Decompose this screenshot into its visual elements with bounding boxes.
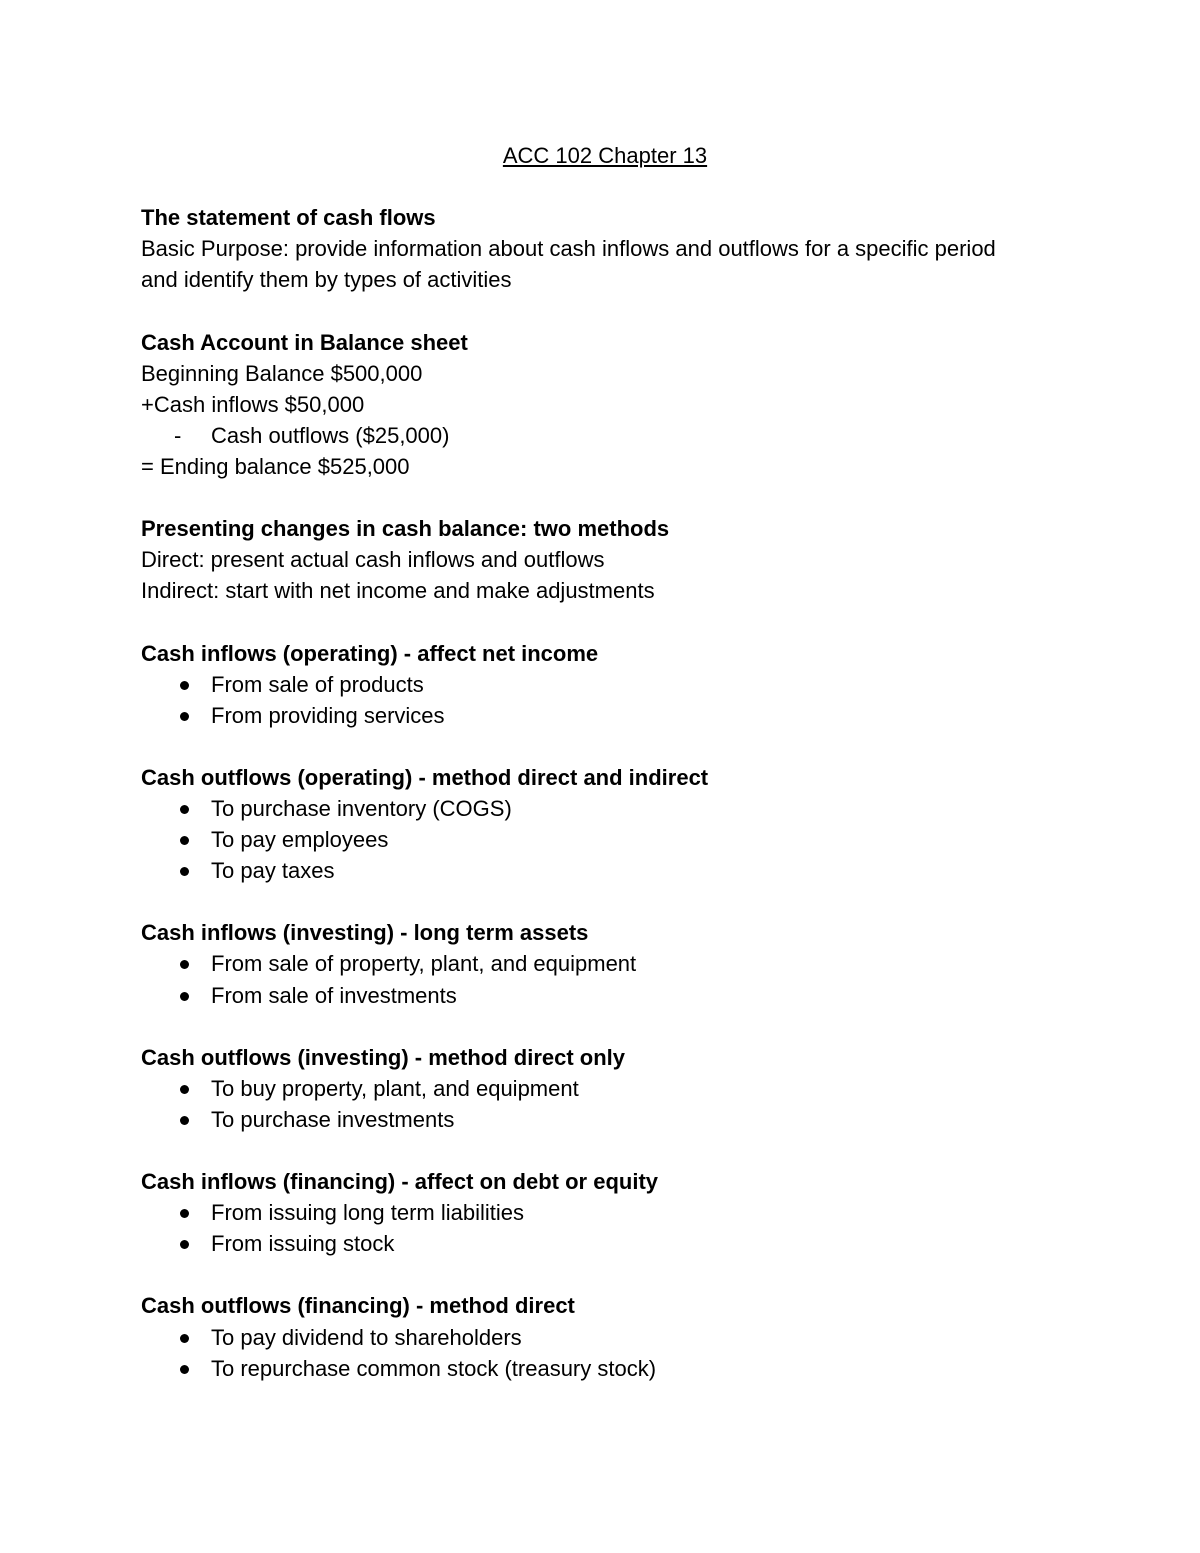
list-item [141, 1197, 1071, 1228]
list-item [141, 948, 1071, 979]
list-item-text: To pay employees [211, 827, 389, 853]
cash-outflows-line: Cash outflows ($25,000) [211, 422, 450, 448]
ending-balance: = Ending balance $525,000 [141, 453, 410, 479]
section-heading: Cash inflows (financing) - affect on debt or equity [141, 1169, 659, 1195]
spacer [141, 482, 1071, 513]
bullet-list [141, 793, 1071, 886]
purpose-line-1: Basic Purpose: provide information about cash inflows and outflows for a specific period [141, 236, 996, 262]
section-heading: Cash inflows (operating) - affect net income [141, 640, 599, 666]
list-item [141, 1104, 1071, 1135]
spacer [141, 295, 1071, 326]
list-item-text: From sale of products [211, 671, 424, 697]
list-item [141, 700, 1071, 731]
list-item [141, 669, 1071, 700]
page-title: ACC 102 Chapter 13 [502, 143, 708, 168]
list-item [141, 824, 1071, 855]
list-item-text: To purchase inventory (COGS) [211, 795, 512, 821]
bullet-icon [141, 1073, 211, 1104]
list-item-text: To pay taxes [211, 858, 335, 884]
list-item-text: To buy property, plant, and equipment [211, 1075, 579, 1101]
bullet-icon [141, 1322, 211, 1353]
bullet-icon [141, 1353, 211, 1384]
section-heading: Cash outflows (financing) - method direct [141, 1293, 575, 1319]
list-item [141, 1353, 1071, 1384]
spacer [141, 171, 1071, 202]
spacer [141, 606, 1071, 637]
dash-marker: - [174, 422, 182, 448]
bullet-icon [141, 1228, 211, 1259]
bullet-list [141, 1322, 1071, 1384]
section-heading: Cash outflows (operating) - method direct and indirect [141, 764, 709, 790]
spacer [141, 731, 1071, 762]
spacer [141, 1259, 1071, 1290]
beginning-balance: Beginning Balance $500,000 [141, 360, 423, 386]
methods-heading: Presenting changes in cash balance: two methods [141, 516, 670, 542]
bullet-icon [141, 948, 211, 979]
spacer [141, 886, 1071, 917]
list-item-text: From providing services [211, 702, 445, 728]
indirect-method: Indirect: start with net income and make adjustments [141, 578, 655, 604]
bullet-icon [141, 700, 211, 731]
list-item [141, 1228, 1071, 1259]
list-item-text: To purchase investments [211, 1106, 455, 1132]
list-item-text: To pay dividend to shareholders [211, 1324, 522, 1350]
list-item [141, 1073, 1071, 1104]
cash-inflows-line: +Cash inflows $50,000 [141, 391, 365, 417]
bullet-icon [141, 793, 211, 824]
bullet-list [141, 948, 1071, 1010]
spacer [141, 1011, 1071, 1042]
spacer [141, 1135, 1071, 1166]
list-item [141, 793, 1071, 824]
bullet-list [141, 1197, 1071, 1259]
list-item-text: From issuing long term liabilities [211, 1200, 524, 1226]
statement-heading: The statement of cash flows [141, 205, 436, 231]
direct-method: Direct: present actual cash inflows and outflows [141, 547, 605, 573]
list-item [141, 1322, 1071, 1353]
bullet-icon [141, 855, 211, 886]
list-item-text: From sale of property, plant, and equipment [211, 951, 637, 977]
bullet-icon [141, 669, 211, 700]
list-item [141, 980, 1071, 1011]
bullet-icon [141, 1197, 211, 1228]
purpose-line-2: and identify them by types of activities [141, 267, 512, 293]
section-heading: Cash outflows (investing) - method direct only [141, 1044, 626, 1070]
list-item-text: To repurchase common stock (treasury stock) [211, 1355, 657, 1381]
cash-account-heading: Cash Account in Balance sheet [141, 329, 468, 355]
cash-outflows-row [141, 420, 1071, 451]
bullet-icon [141, 1104, 211, 1135]
bullet-icon [141, 980, 211, 1011]
bullet-list [141, 1073, 1071, 1135]
section-heading: Cash inflows (investing) - long term assets [141, 920, 589, 946]
list-item-text: From issuing stock [211, 1231, 395, 1257]
bullet-list [141, 669, 1071, 731]
list-item [141, 855, 1071, 886]
document-body [141, 140, 1071, 1384]
list-item-text: From sale of investments [211, 982, 457, 1008]
bullet-icon [141, 824, 211, 855]
